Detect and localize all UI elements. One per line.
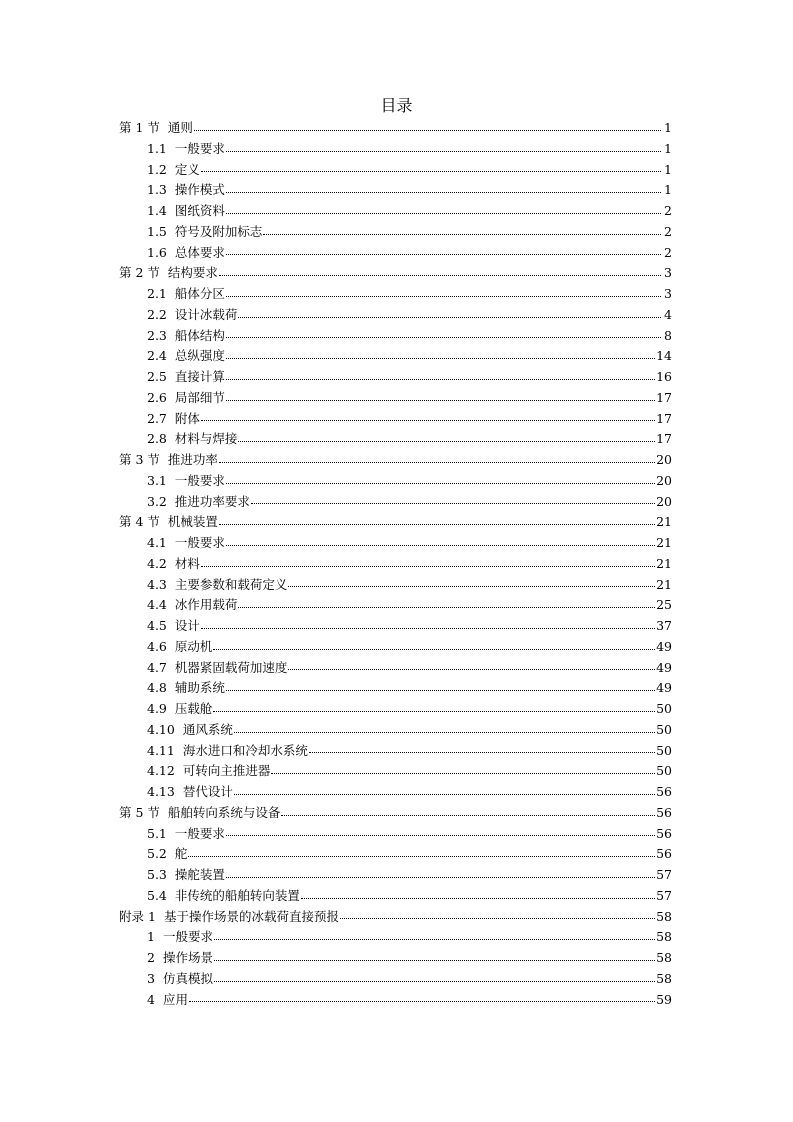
toc-entry-title: 一般要求	[174, 472, 225, 488]
toc-subsection-entry[interactable]	[119, 346, 672, 367]
toc-entry-page-number: 49	[656, 659, 672, 675]
toc-subsection-entry[interactable]	[119, 927, 672, 948]
toc-entry-title: 材料与焊接	[174, 431, 238, 447]
dot-leader	[226, 191, 661, 193]
toc-entry-page-number: 1	[664, 140, 672, 156]
toc-entry-title: 通则	[167, 120, 193, 135]
toc-subsection-entry[interactable]	[119, 782, 672, 803]
toc-entry-page-number: 56	[656, 804, 672, 820]
toc-entry-number: 4	[147, 991, 155, 1007]
toc-subsection-entry[interactable]	[119, 699, 672, 720]
toc-entry-page-number: 2	[664, 203, 672, 218]
toc-entry-page-number: 17	[656, 410, 672, 426]
toc-entry-number: 第 4 节	[119, 514, 160, 530]
toc-subsection-entry[interactable]	[119, 741, 672, 762]
toc-subsection-entry[interactable]	[119, 658, 672, 679]
toc-subsection-entry[interactable]	[119, 409, 672, 430]
toc-entry-title: 设计	[174, 618, 200, 633]
dot-leader	[219, 461, 655, 463]
toc-entry-number: 2.2	[147, 306, 167, 322]
dot-leader	[201, 419, 655, 421]
toc-entry-number: 4.7	[147, 659, 167, 675]
toc-subsection-entry[interactable]	[119, 886, 672, 907]
toc-entry-number: 4.12	[147, 763, 175, 779]
toc-entry-number: 4.13	[147, 784, 175, 799]
dot-leader	[226, 378, 655, 380]
toc-entry-page-number: 16	[656, 369, 672, 384]
toc-entry-number: 4.2	[147, 555, 167, 571]
toc-subsection-entry[interactable]	[119, 865, 672, 886]
toc-entry-page-number: 56	[656, 846, 672, 862]
toc-entry-title: 一般要求	[174, 825, 225, 841]
toc-entry-page-number: 50	[656, 742, 672, 758]
toc-entry-number: 5.4	[147, 887, 167, 903]
toc-entry-page-number: 57	[656, 867, 672, 882]
toc-entry-number: 1.3	[147, 182, 167, 198]
dot-leader	[188, 855, 655, 857]
toc-subsection-entry[interactable]	[119, 492, 672, 513]
dot-leader	[301, 897, 655, 899]
toc-section-entry[interactable]	[119, 118, 672, 139]
toc-entry-title: 仿真模拟	[162, 970, 213, 986]
dot-leader	[263, 233, 661, 235]
toc-entry-page-number: 2	[664, 223, 672, 239]
toc-entry-title: 舵	[174, 846, 188, 862]
toc-subsection-entry[interactable]	[119, 471, 672, 492]
toc-entry-title: 机器紧固载荷加速度	[174, 659, 288, 675]
toc-subsection-entry[interactable]	[119, 326, 672, 347]
dot-leader	[238, 440, 655, 442]
toc-subsection-entry[interactable]	[119, 429, 672, 450]
dot-leader	[194, 129, 661, 131]
toc-subsection-entry[interactable]	[119, 948, 672, 969]
dot-leader	[271, 772, 655, 774]
toc-entry-page-number: 58	[656, 908, 672, 924]
toc-entry-page-number: 49	[656, 680, 672, 696]
dot-leader	[219, 274, 661, 276]
toc-entry-title: 替代设计	[182, 784, 233, 799]
toc-entry-title: 符号及附加标志	[174, 223, 263, 239]
toc-entry-title: 机械装置	[167, 514, 218, 530]
toc-entry-number: 4.9	[147, 701, 167, 716]
toc-entry-number: 3	[147, 970, 155, 986]
toc-entry-title: 船舶转向系统与设备	[167, 804, 281, 820]
dot-leader	[226, 150, 661, 152]
toc-entry-number: 2.3	[147, 327, 167, 343]
toc-subsection-entry[interactable]	[119, 388, 672, 409]
toc-entry-title: 附体	[174, 410, 200, 426]
toc-section-entry[interactable]	[119, 450, 672, 471]
toc-entry-number: 附录 1	[119, 908, 156, 924]
toc-entry-title: 应用	[162, 991, 188, 1007]
toc-entry-number: 4.4	[147, 597, 167, 613]
toc-subsection-entry[interactable]	[119, 367, 672, 388]
toc-entry-title: 总体要求	[174, 244, 225, 260]
toc-entry-title: 基于操作场景的冰载荷直接预报	[163, 908, 339, 924]
toc-entry-number: 4.1	[147, 535, 167, 550]
toc-subsection-entry[interactable]	[119, 844, 672, 865]
dot-leader	[226, 544, 655, 546]
dot-leader	[340, 917, 655, 919]
toc-entry-number: 1.5	[147, 223, 167, 239]
toc-entry-page-number: 21	[656, 535, 672, 550]
toc-entry-page-number: 50	[656, 701, 672, 716]
dot-leader	[189, 1000, 655, 1002]
toc-subsection-entry[interactable]	[119, 243, 672, 264]
toc-entry-number: 2.4	[147, 348, 167, 364]
toc-section-entry[interactable]	[119, 512, 672, 533]
toc-entry-number: 3.2	[147, 493, 167, 509]
toc-entry-number: 2.5	[147, 369, 167, 384]
toc-entry-number: 1.2	[147, 161, 167, 177]
toc-section-entry[interactable]	[119, 263, 672, 284]
toc-entry-page-number: 21	[656, 555, 672, 571]
toc-entry-number: 1	[147, 929, 155, 945]
toc-entry-page-number: 37	[656, 618, 672, 633]
dot-leader	[238, 606, 655, 608]
toc-entry-title: 非传统的船舶转向装置	[174, 887, 300, 903]
toc-entry-title: 一般要求	[162, 929, 213, 945]
toc-entry-title: 定义	[174, 161, 200, 177]
dot-leader	[226, 357, 655, 359]
toc-entry-title: 海水进口和冷却水系统	[182, 742, 308, 758]
dot-leader	[213, 710, 655, 712]
toc-subsection-entry[interactable]	[119, 305, 672, 326]
toc-entry-page-number: 8	[664, 327, 672, 343]
toc-subsection-entry[interactable]	[119, 222, 672, 243]
toc-entry-number: 3.1	[147, 472, 167, 488]
toc-entry-title: 总纵强度	[174, 348, 225, 364]
toc-subsection-entry[interactable]	[119, 761, 672, 782]
toc-entry-title: 推进功率要求	[174, 493, 250, 509]
toc-entry-number: 4.6	[147, 638, 167, 654]
dot-leader	[288, 585, 655, 587]
toc-entry-number: 第 5 节	[119, 804, 160, 820]
toc-entry-title: 船体结构	[174, 327, 225, 343]
toc-entry-number: 2.6	[147, 389, 167, 405]
toc-section-entry[interactable]	[119, 803, 672, 824]
toc-entry-title: 结构要求	[167, 265, 218, 281]
toc-entry-page-number: 56	[656, 825, 672, 841]
dot-leader	[309, 751, 655, 753]
dot-leader	[201, 170, 661, 172]
toc-entry-page-number: 57	[656, 887, 672, 903]
toc-entry-page-number: 21	[656, 514, 672, 530]
dot-leader	[226, 295, 661, 297]
toc-entry-number: 4.10	[147, 721, 175, 737]
dot-leader	[226, 212, 661, 214]
toc-entry-title: 材料	[174, 555, 200, 571]
toc-entry-number: 5.3	[147, 867, 167, 882]
dot-leader	[226, 253, 661, 255]
toc-entry-number: 2.8	[147, 431, 167, 447]
dot-leader	[219, 523, 655, 525]
toc-entry-page-number: 56	[656, 784, 672, 799]
toc-entry-title: 设计冰载荷	[174, 306, 238, 322]
dot-leader	[226, 482, 655, 484]
toc-subsection-entry[interactable]	[119, 990, 672, 1011]
toc-entry-number: 1.1	[147, 140, 167, 156]
toc-entry-page-number: 25	[656, 597, 672, 613]
toc-entry-page-number: 58	[656, 929, 672, 945]
toc-subsection-entry[interactable]	[119, 969, 672, 990]
toc-subsection-entry[interactable]	[119, 284, 672, 305]
toc-entry-title: 推进功率	[167, 452, 218, 467]
toc-entry-title: 操作场景	[162, 950, 213, 965]
toc-subsection-entry[interactable]	[119, 637, 672, 658]
toc-entry-number: 1.6	[147, 244, 167, 260]
toc-entry-title: 图纸资料	[174, 203, 225, 218]
toc-entry-title: 一般要求	[174, 140, 225, 156]
dot-leader	[226, 399, 655, 401]
toc-subsection-entry[interactable]	[119, 160, 672, 181]
toc-entry-title: 船体分区	[174, 286, 225, 301]
toc-entry-number: 第 2 节	[119, 265, 160, 281]
toc-entry-title: 直接计算	[174, 369, 225, 384]
toc-entry-number: 2.1	[147, 286, 167, 301]
toc-entry-page-number: 17	[656, 431, 672, 447]
toc-entry-number: 2.7	[147, 410, 167, 426]
dot-leader	[213, 648, 655, 650]
toc-entry-title: 可转向主推进器	[182, 763, 271, 779]
dot-leader	[214, 938, 655, 940]
table-of-contents	[119, 118, 672, 1010]
toc-entry-page-number: 1	[664, 182, 672, 198]
toc-entry-page-number: 49	[656, 638, 672, 654]
toc-entry-page-number: 14	[656, 348, 672, 364]
toc-entry-number: 第 1 节	[119, 120, 160, 135]
dot-leader	[226, 689, 655, 691]
toc-entry-title: 操作模式	[174, 182, 225, 198]
toc-entry-number: 第 3 节	[119, 452, 160, 467]
dot-leader	[226, 336, 661, 338]
dot-leader	[214, 980, 655, 982]
toc-entry-title: 主要参数和载荷定义	[174, 576, 288, 592]
toc-entry-page-number: 1	[664, 161, 672, 177]
toc-subsection-entry[interactable]	[119, 180, 672, 201]
toc-entry-page-number: 3	[664, 265, 672, 281]
toc-subsection-entry[interactable]	[119, 575, 672, 596]
toc-entry-title: 操舵装置	[174, 867, 225, 882]
toc-entry-title: 一般要求	[174, 535, 225, 550]
toc-subsection-entry[interactable]	[119, 139, 672, 160]
toc-entry-page-number: 59	[656, 991, 672, 1007]
toc-entry-title: 压载舱	[174, 701, 213, 716]
toc-entry-page-number: 58	[656, 950, 672, 965]
dot-leader	[234, 731, 655, 733]
toc-entry-page-number: 20	[656, 472, 672, 488]
toc-entry-page-number: 2	[664, 244, 672, 260]
dot-leader	[226, 876, 655, 878]
toc-entry-number: 1.4	[147, 203, 167, 218]
toc-entry-page-number: 50	[656, 763, 672, 779]
toc-entry-title: 辅助系统	[174, 680, 225, 696]
toc-subsection-entry[interactable]	[119, 720, 672, 741]
toc-entry-number: 2	[147, 950, 155, 965]
toc-entry-page-number: 58	[656, 970, 672, 986]
toc-entry-number: 5.1	[147, 825, 167, 841]
dot-leader	[234, 793, 655, 795]
page-title: 目录	[380, 96, 413, 115]
toc-subsection-entry[interactable]	[119, 678, 672, 699]
toc-entry-page-number: 20	[656, 452, 672, 467]
toc-subsection-entry[interactable]	[119, 201, 672, 222]
toc-entry-title: 冰作用载荷	[174, 597, 238, 613]
toc-entry-number: 5.2	[147, 846, 167, 862]
toc-entry-number: 4.3	[147, 576, 167, 592]
toc-entry-title: 局部细节	[174, 389, 225, 405]
toc-subsection-entry[interactable]	[119, 533, 672, 554]
toc-subsection-entry[interactable]	[119, 824, 672, 845]
toc-entry-page-number: 50	[656, 721, 672, 737]
toc-entry-number: 4.5	[147, 618, 167, 633]
toc-entry-page-number: 1	[664, 120, 672, 135]
toc-entry-page-number: 21	[656, 576, 672, 592]
toc-entry-title: 原动机	[174, 638, 213, 654]
dot-leader	[201, 565, 655, 567]
dot-leader	[226, 834, 655, 836]
toc-subsection-entry[interactable]	[119, 554, 672, 575]
toc-entry-number: 4.8	[147, 680, 167, 696]
dot-leader	[238, 316, 661, 318]
toc-section-entry[interactable]	[119, 907, 672, 928]
toc-entry-page-number: 4	[664, 306, 672, 322]
toc-subsection-entry[interactable]	[119, 616, 672, 637]
toc-entry-page-number: 3	[664, 286, 672, 301]
toc-entry-page-number: 17	[656, 389, 672, 405]
dot-leader	[288, 668, 655, 670]
toc-entry-number: 4.11	[147, 742, 175, 758]
toc-subsection-entry[interactable]	[119, 595, 672, 616]
dot-leader	[201, 627, 655, 629]
dot-leader	[251, 502, 655, 504]
toc-entry-page-number: 20	[656, 493, 672, 509]
dot-leader	[281, 814, 655, 816]
toc-entry-title: 通风系统	[182, 721, 233, 737]
dot-leader	[214, 959, 655, 961]
